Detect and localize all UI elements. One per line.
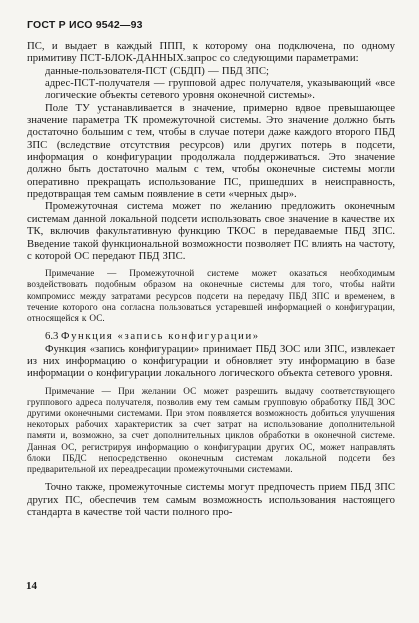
section-number: 6.3	[45, 330, 59, 343]
note: Примечание — Промежуточной системе может оказаться необходимым воздействовать подобным образом на оконечные системы для того, чтобы найти компромисс между затратами ресурсов подсети на передачу ПБД ЗПС и временем, в течение которого она согласна пользоваться устаревшей информацией о конфигурации, относящейся к ОС.	[27, 268, 395, 323]
paragraph: Промежуточная система может по желанию предложить оконечным системам данной локальной подсети использовать свое значение в качестве их ТК, включив факультативную функцию ТКОС в передаваемые ПБД ЗПС. Введение такой функциональной возможности позволяет ПС влиять на частоту, с которой ОС передают ПБД ЗПС.	[27, 200, 395, 262]
section-title: Функция «запись конфигурации»	[61, 330, 260, 343]
page-header: ГОСТ Р ИСО 9542—93	[27, 19, 143, 31]
list-item: данные-пользователя-ПСТ (СБДП) — ПБД ЗПС;	[45, 64, 269, 77]
list-item: адрес-ПСТ-получателя — групповой адрес получателя, указывающий «все логические объекты сетевого уровня оконечной системы».	[45, 77, 395, 102]
paragraph: Поле ТУ устанавливается в значение, примерно вдвое превышающее значение параметра ТК промежуточной системы. Это значение должно быть достаточно большим с тем, чтобы в случае потери даже каждого второго ПБД ЗПС (вследствие отсутствия ресурсов) или других потерь в подсети, информация о конфигурации продолжала поддерживаться. Это значение должно быть достаточно малым с тем, чтобы оконечные системы могли оперативно прекращать использование ПС, пришедших в неисправность, предотвращая тем самым появление в сети «черных дыр».	[27, 101, 395, 201]
note: Примечание — При желании ОС может разрешить выдачу соответствующего группового адреса получателя, позволив ему тем самым групповую обработку ПБД ЗОС другими оконечными системами. При этом появляется возможность добиться улучшения некоторых рабочих характеристик за счет затрат на использование дополнительной памяти и, возможно, за счет дополнительных циклов обработки в оконечной системе. Данная ОС, регистрируя информацию о конфигурации других ОС, может направлять блоки ПБДС непосредственно оконечным системам локальной подсети без предварительной их переадресации промежуточными системами.	[27, 385, 395, 474]
page-number: 14	[26, 580, 37, 592]
paragraph: ПС, и выдает в каждый ППП, к которому она подключена, по одному примитиву ПСТ-БЛОК-ДАННЫХ.запрос со следующими параметрами:	[27, 40, 395, 65]
paragraph: Точно также, промежуточные системы могут предпочесть прием ПБД ЗПС других ПС, обеспечив тем самым возможность использования настоящего стандарта в качестве той части полного про-	[27, 481, 395, 518]
section-heading	[27, 330, 395, 342]
paragraph: Функция «запись конфигурации» принимает ПБД ЗОС или ЗПС, извлекает из них информацию о конфигурации и обновляет эту информацию в базе информации о конфигурации локального логического объекта сетевого уровня.	[27, 342, 395, 380]
page-content	[27, 40, 395, 518]
